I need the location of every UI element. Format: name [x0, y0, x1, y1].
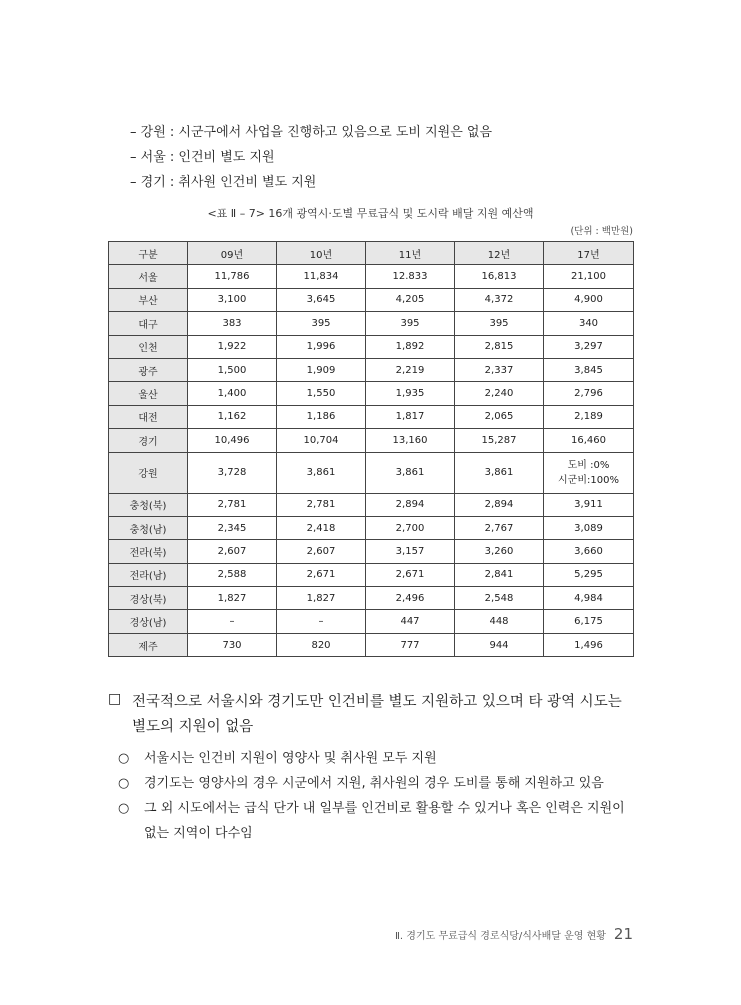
value-cell: 16,460 [544, 429, 634, 452]
point-text: 경기도는 영양사의 경우 시군에서 지원, 취사원의 경우 도비를 통해 지원하고 있음 [144, 776, 604, 791]
header-cell: 09년 [188, 242, 277, 265]
region-cell: 충청(남) [109, 516, 188, 539]
value-cell: 1,550 [277, 382, 366, 405]
value-cell: 2,240 [455, 382, 544, 405]
value-cell: 1,496 [544, 633, 634, 656]
value-cell: 2,781 [277, 493, 366, 516]
list-item [118, 746, 638, 771]
value-cell: 16,813 [455, 265, 544, 288]
gangwon-note-cell [544, 452, 634, 493]
value-cell: 2,607 [277, 540, 366, 563]
value-cell: 1,827 [277, 587, 366, 610]
value-cell: 1,500 [188, 358, 277, 381]
circle-bullet-icon: ○ [118, 751, 130, 766]
page-footer [395, 925, 633, 943]
value-cell: 730 [188, 633, 277, 656]
table-row [109, 540, 634, 563]
region-cell: 인천 [109, 335, 188, 358]
bullet-list [130, 122, 492, 197]
value-cell: 2,796 [544, 382, 634, 405]
value-cell: 3,089 [544, 516, 634, 539]
table-caption: <표 Ⅱ – 7> 16개 광역시·도별 무료급식 및 도시락 배달 지원 예산액 [207, 207, 534, 220]
value-cell: 3,861 [277, 452, 366, 493]
header-cell: 구분 [109, 242, 188, 265]
table-row [109, 429, 634, 452]
value-cell: 11,834 [277, 265, 366, 288]
value-cell: 2,700 [366, 516, 455, 539]
table-unit: (단위 : 백만원) [570, 226, 633, 237]
value-cell: 2,894 [455, 493, 544, 516]
value-cell: 3,861 [455, 452, 544, 493]
table-row [109, 633, 634, 656]
circle-bullet-icon: ○ [118, 776, 130, 791]
value-cell: 21,100 [544, 265, 634, 288]
value-cell: 2,781 [188, 493, 277, 516]
region-cell: 대전 [109, 405, 188, 428]
value-cell: 3,157 [366, 540, 455, 563]
region-cell: 울산 [109, 382, 188, 405]
circle-bullet-icon: ○ [118, 801, 130, 816]
value-cell: 3,861 [366, 452, 455, 493]
chapter-title: Ⅱ. 경기도 무료급식 경로식당/식사배달 운영 현황 [395, 931, 606, 942]
value-cell: 2,189 [544, 405, 634, 428]
summary-text: 전국적으로 서울시와 경기도만 인건비를 별도 지원하고 있으며 타 광역 시도는 별도의 지원이 없음 [132, 694, 622, 735]
value-cell: 340 [544, 312, 634, 335]
table-row [109, 452, 634, 493]
value-cell: 395 [366, 312, 455, 335]
region-cell: 대구 [109, 312, 188, 335]
table-row [109, 563, 634, 586]
bullet-seoul: – 서울 : 인건비 별도 지원 [130, 150, 275, 165]
value-cell: 2,894 [366, 493, 455, 516]
table-row [109, 382, 634, 405]
region-cell: 경상(남) [109, 610, 188, 633]
point-list [118, 746, 638, 846]
value-cell: 2,418 [277, 516, 366, 539]
value-cell: 4,984 [544, 587, 634, 610]
table-header-row [109, 242, 634, 265]
gangwon-note-line1: 도비 :0% [567, 459, 610, 471]
value-cell: 1,817 [366, 405, 455, 428]
value-cell: 3,660 [544, 540, 634, 563]
summary-paragraph [108, 690, 638, 740]
header-cell: 10년 [277, 242, 366, 265]
table-row [109, 265, 634, 288]
table-row [109, 493, 634, 516]
value-cell: 11,786 [188, 265, 277, 288]
list-item [118, 796, 638, 846]
value-cell: 5,295 [544, 563, 634, 586]
table-row [109, 335, 634, 358]
region-cell: 전라(북) [109, 540, 188, 563]
value-cell: 10,704 [277, 429, 366, 452]
value-cell: 820 [277, 633, 366, 656]
table-row [109, 288, 634, 311]
header-cell: 17년 [544, 242, 634, 265]
value-cell: 1,922 [188, 335, 277, 358]
header-cell: 11년 [366, 242, 455, 265]
value-cell: 1,935 [366, 382, 455, 405]
value-cell: 3,260 [455, 540, 544, 563]
value-cell: 2,841 [455, 563, 544, 586]
value-cell: 10,496 [188, 429, 277, 452]
bullet-gangwon: – 강원 : 시군구에서 사업을 진행하고 있음으로 도비 지원은 없음 [130, 125, 493, 140]
value-cell: 1,400 [188, 382, 277, 405]
value-cell: 1,996 [277, 335, 366, 358]
value-cell: 2,671 [277, 563, 366, 586]
value-cell: 2,065 [455, 405, 544, 428]
region-cell: 강원 [109, 452, 188, 493]
table-row [109, 312, 634, 335]
value-cell: 3,728 [188, 452, 277, 493]
region-cell: 경상(북) [109, 587, 188, 610]
value-cell: 3,297 [544, 335, 634, 358]
value-cell: 12.833 [366, 265, 455, 288]
value-cell: 4,205 [366, 288, 455, 311]
table-row [109, 610, 634, 633]
bullet-gyeonggi: – 경기 : 취사원 인건비 별도 지원 [130, 175, 317, 190]
region-cell: 부산 [109, 288, 188, 311]
value-cell: 4,900 [544, 288, 634, 311]
square-bullet-icon: □ [108, 691, 122, 707]
value-cell: 13,160 [366, 429, 455, 452]
value-cell: 944 [455, 633, 544, 656]
value-cell: 777 [366, 633, 455, 656]
value-cell: 3,100 [188, 288, 277, 311]
budget-table [108, 241, 634, 657]
value-cell: – [188, 610, 277, 633]
region-cell: 경기 [109, 429, 188, 452]
value-cell: 2,815 [455, 335, 544, 358]
value-cell: 2,671 [366, 563, 455, 586]
gangwon-note-line2: 시군비:100% [558, 474, 619, 486]
table-row [109, 587, 634, 610]
value-cell: 395 [277, 312, 366, 335]
value-cell: 15,287 [455, 429, 544, 452]
value-cell: 448 [455, 610, 544, 633]
value-cell: 2,607 [188, 540, 277, 563]
value-cell: 3,645 [277, 288, 366, 311]
table-row [109, 358, 634, 381]
region-cell: 충청(북) [109, 493, 188, 516]
value-cell: 1,892 [366, 335, 455, 358]
value-cell: 6,175 [544, 610, 634, 633]
list-item [118, 771, 638, 796]
value-cell: 2,496 [366, 587, 455, 610]
region-cell: 제주 [109, 633, 188, 656]
value-cell: 3,845 [544, 358, 634, 381]
region-cell: 광주 [109, 358, 188, 381]
header-cell: 12년 [455, 242, 544, 265]
point-text: 서울시는 인건비 지원이 영양사 및 취사원 모두 지원 [144, 751, 437, 766]
value-cell: 1,186 [277, 405, 366, 428]
value-cell: 2,219 [366, 358, 455, 381]
value-cell: 4,372 [455, 288, 544, 311]
region-cell: 전라(남) [109, 563, 188, 586]
value-cell: 2,345 [188, 516, 277, 539]
value-cell: 1,162 [188, 405, 277, 428]
value-cell: 2,337 [455, 358, 544, 381]
value-cell: 2,588 [188, 563, 277, 586]
table-row [109, 516, 634, 539]
value-cell: 2,767 [455, 516, 544, 539]
value-cell: 2,548 [455, 587, 544, 610]
value-cell: 3,911 [544, 493, 634, 516]
point-text: 그 외 시도에서는 급식 단가 내 일부를 인건비로 활용할 수 있거나 혹은 인력은 지원이 없는 지역이 다수임 [144, 801, 625, 841]
value-cell: 1,909 [277, 358, 366, 381]
value-cell: – [277, 610, 366, 633]
table-row [109, 405, 634, 428]
value-cell: 383 [188, 312, 277, 335]
value-cell: 395 [455, 312, 544, 335]
region-cell: 서울 [109, 265, 188, 288]
page-number: 21 [613, 925, 633, 943]
value-cell: 447 [366, 610, 455, 633]
value-cell: 1,827 [188, 587, 277, 610]
